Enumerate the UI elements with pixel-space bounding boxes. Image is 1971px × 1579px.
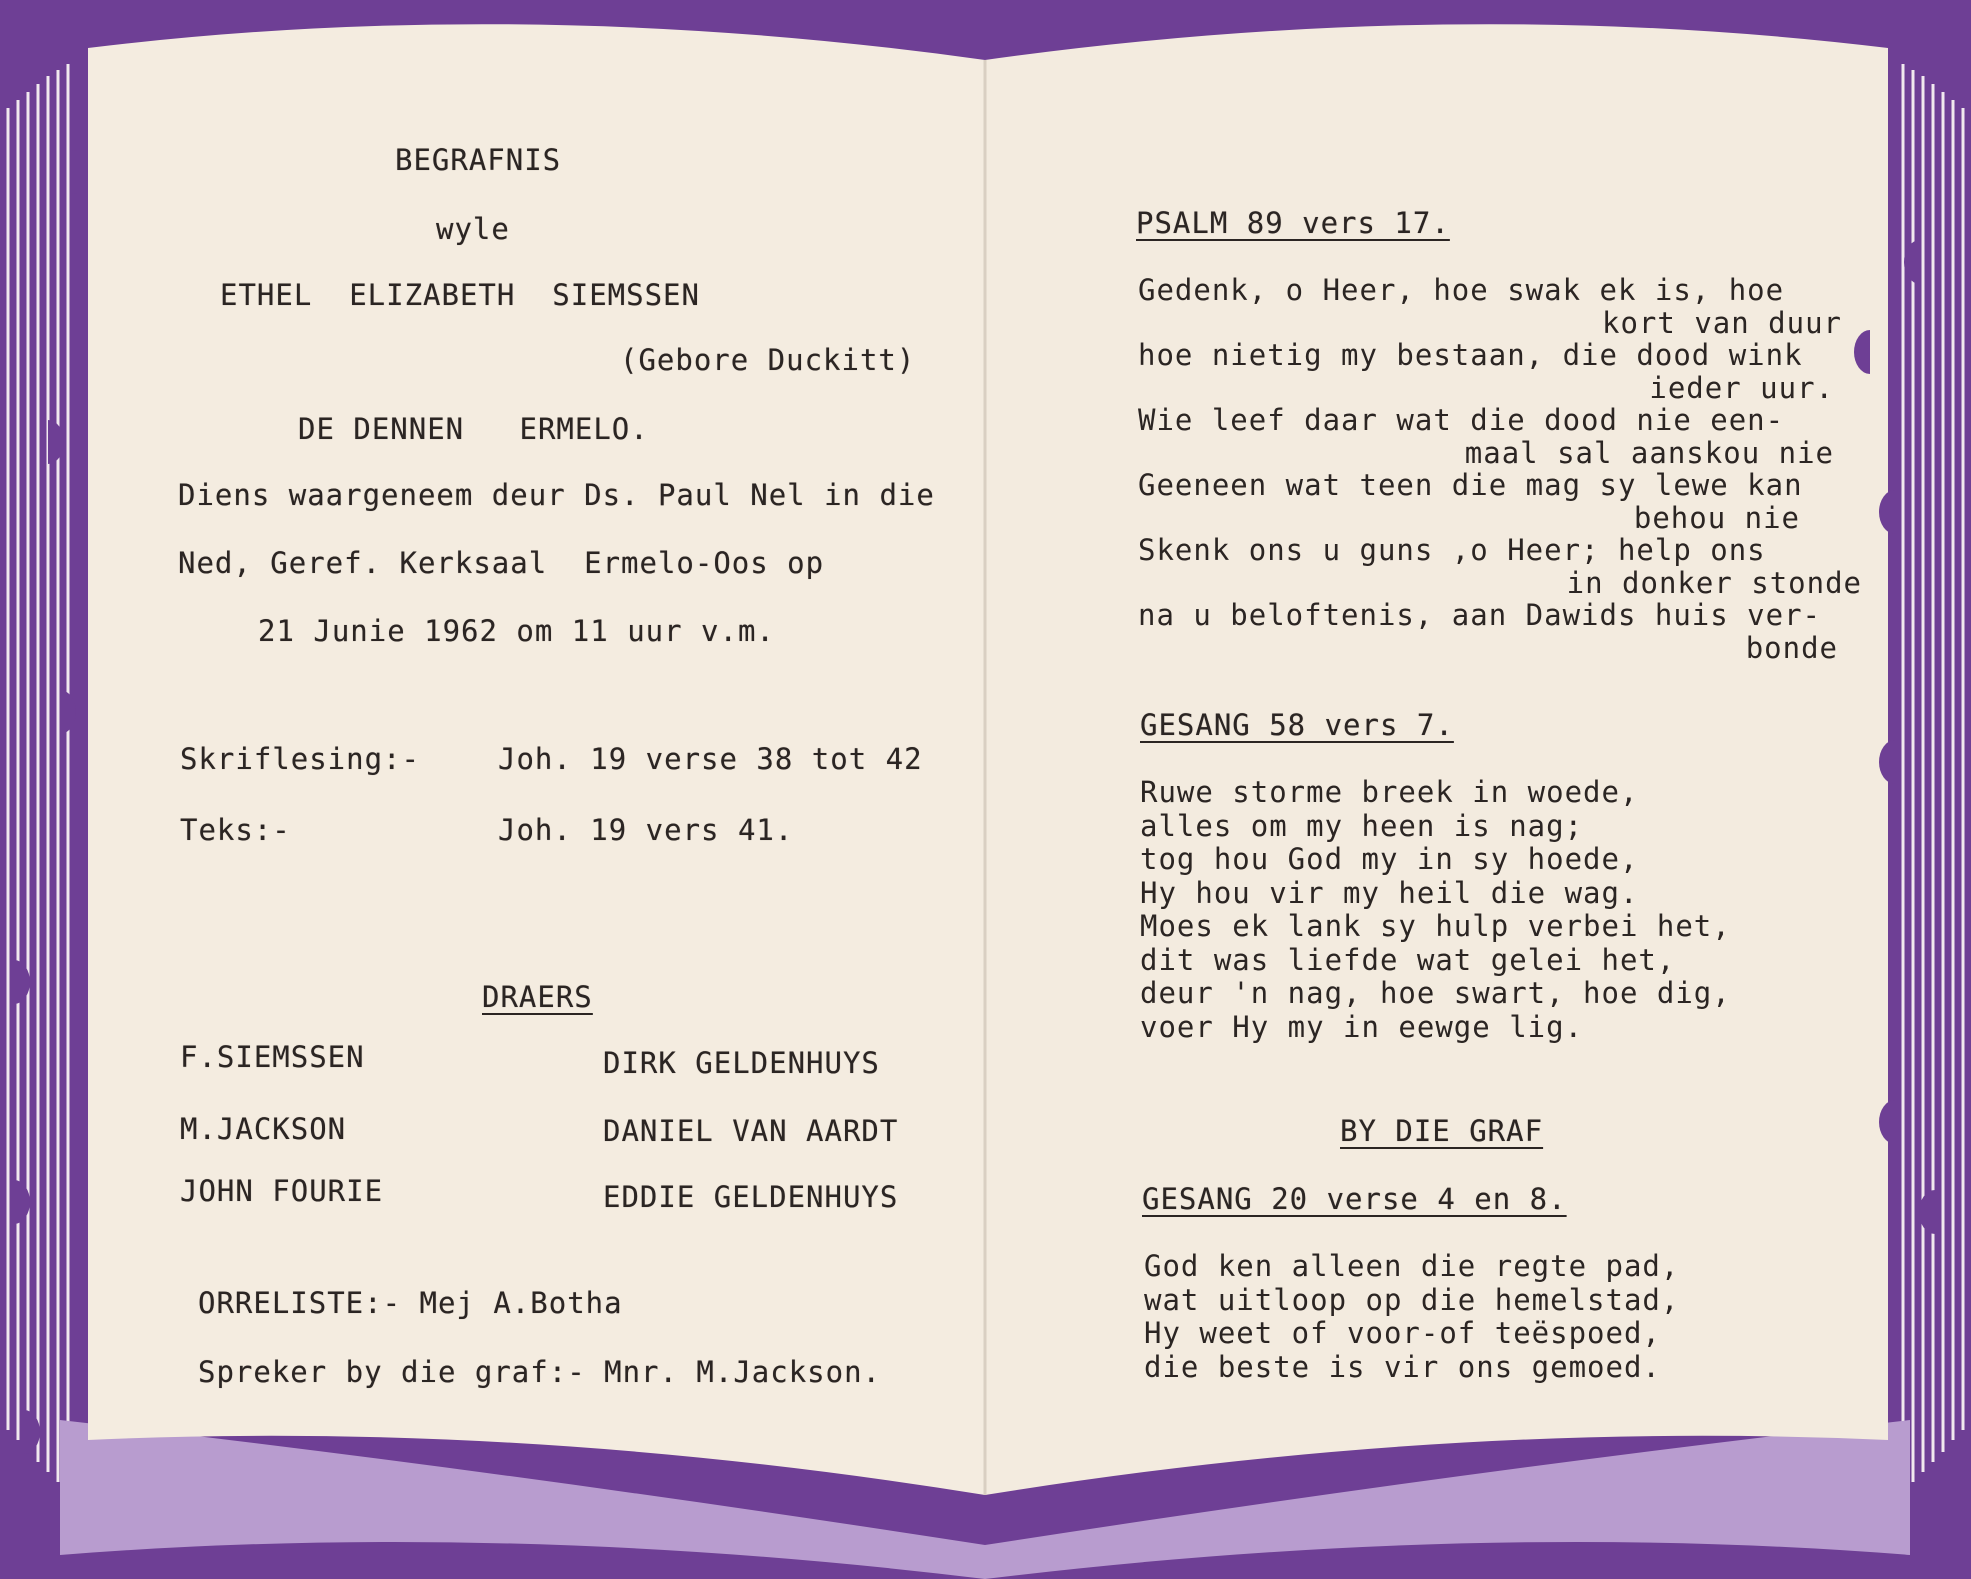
psalm-line-3: hoe nietig my bestaan, die dood wink	[1138, 338, 1803, 372]
service-line-1: Diens waargeneem deur Ds. Paul Nel in die	[178, 478, 935, 512]
text-value: Joh. 19 vers 41.	[498, 813, 794, 847]
organist: ORRELISTE:- Mej A.Botha	[198, 1286, 623, 1320]
psalm-text	[1138, 274, 1868, 664]
psalm-line-9: Skenk ons u guns ,o Heer; help ons	[1138, 533, 1766, 567]
gesang58-line-6: dit was liefde wat gelei het,	[1140, 942, 1676, 977]
gesang20-line-2: wat uitloop op die hemelstad,	[1144, 1282, 1680, 1317]
psalm-line-12: bonde	[1745, 630, 1838, 665]
gesang58-line-4: Hy hou vir my heil die wag.	[1140, 875, 1639, 910]
psalm-line-1: Gedenk, o Heer, hoe swak ek is, hoe	[1138, 273, 1785, 307]
grave-speaker: Spreker by die graf:- Mnr. M.Jackson.	[198, 1355, 882, 1389]
gesang20-heading: GESANG 20 verse 4 en 8.	[1142, 1182, 1567, 1216]
gesang20-line-3: Hy weet of voor-of teëspoed,	[1144, 1316, 1661, 1350]
psalm-line-8: behou nie	[1633, 500, 1800, 535]
funeral-heading: BEGRAFNIS	[395, 143, 562, 177]
gesang58-line-8: voer Hy my in eewge lig.	[1140, 1009, 1584, 1044]
service-line-2: Ned, Geref. Kerksaal Ermelo-Oos op	[178, 546, 825, 580]
bearer-left-3: JOHN FOURIE	[180, 1174, 384, 1208]
bearers-heading: DRAERS	[482, 980, 593, 1014]
psalm-line-7: Geeneen wat teen die mag sy lewe kan	[1138, 468, 1803, 502]
residence: DE DENNEN ERMELO.	[298, 412, 649, 446]
gesang20-line-4: die beste is vir ons gemoed.	[1144, 1349, 1661, 1384]
bearer-right-1: DIRK GELDENHUYS	[603, 1046, 880, 1080]
psalm-line-4: ieder uur.	[1649, 370, 1834, 405]
gesang20-text	[1144, 1250, 1679, 1384]
psalm-line-5: Wie leef daar wat die dood nie een-	[1138, 403, 1785, 437]
reading-value: Joh. 19 verse 38 tot 42	[498, 742, 923, 776]
reading-label: Skriflesing:-	[180, 742, 420, 776]
bearer-right-2: DANIEL VAN AARDT	[603, 1114, 899, 1148]
wyle-label: wyle	[436, 212, 510, 246]
gesang58-text	[1140, 776, 1731, 1044]
gesang58-line-1: Ruwe storme breek in woede,	[1140, 775, 1639, 809]
bearer-left-1: F.SIEMSSEN	[180, 1040, 365, 1074]
psalm-heading: PSALM 89 vers 17.	[1136, 206, 1450, 240]
gesang58-line-5: Moes ek lank sy hulp verbei het,	[1140, 909, 1731, 943]
gesang20-line-1: God ken alleen die regte pad,	[1144, 1249, 1680, 1283]
bearer-right-3: EDDIE GELDENHUYS	[603, 1180, 899, 1214]
maiden-name: (Gebore Duckitt)	[620, 343, 916, 377]
gesang58-heading: GESANG 58 vers 7.	[1140, 708, 1454, 742]
service-line-3: 21 Junie 1962 om 11 uur v.m.	[258, 614, 775, 648]
psalm-line-10: in donker stonde	[1566, 565, 1862, 600]
psalm-line-2: kort van duur	[1602, 305, 1842, 340]
gesang58-line-2: alles om my heen is nag;	[1140, 808, 1584, 843]
gesang58-line-3: tog hou God my in sy hoede,	[1140, 842, 1639, 876]
psalm-line-11: na u beloftenis, aan Dawids huis ver-	[1138, 598, 1822, 632]
left-page-edges	[8, 64, 68, 1490]
psalm-line-6: maal sal aanskou nie	[1464, 435, 1834, 470]
grave-heading: BY DIE GRAF	[1340, 1114, 1544, 1148]
gesang58-line-7: deur 'n nag, hoe swart, hoe dig,	[1140, 976, 1731, 1010]
deceased-name: ETHEL ELIZABETH SIEMSSEN	[220, 278, 700, 312]
bearer-left-2: M.JACKSON	[180, 1112, 347, 1146]
text-label: Teks:-	[180, 813, 291, 847]
